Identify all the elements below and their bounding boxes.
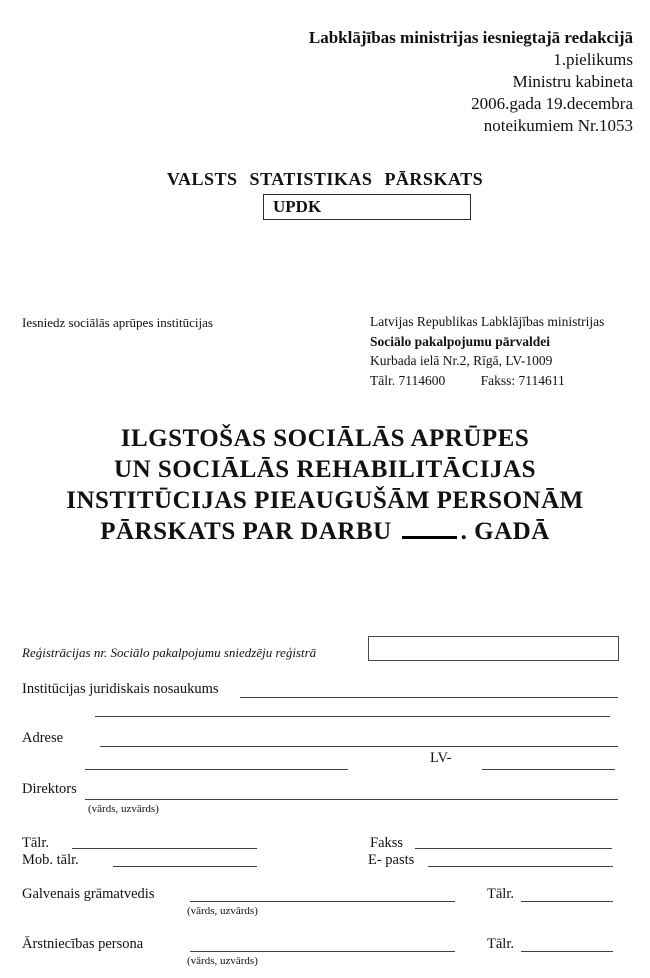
- main-title: [0, 423, 650, 547]
- report-heading-title: VALSTS STATISTIKAS PĀRSKATS: [166, 169, 484, 189]
- director-name-line[interactable]: [85, 799, 618, 800]
- ministry-contacts: [370, 371, 604, 391]
- ministry-phone: Tālr. 7114600: [370, 372, 446, 388]
- accountant-phone-line[interactable]: [521, 901, 613, 902]
- phone-label: Tālr.: [22, 835, 49, 851]
- main-title-line3: INSTITŪCIJAS PIEAUGUŠĀM PERSONĀM: [66, 487, 584, 514]
- main-title-line2: UN SOCIĀLĀS REHABILITĀCIJAS: [114, 456, 536, 483]
- ministry-fax: Fakss: 7114611: [480, 372, 565, 388]
- juridical-name-line-1[interactable]: [240, 697, 618, 698]
- ministry-street-address: Kurbada ielā Nr.2, Rīgā, LV-1009: [370, 353, 553, 368]
- medical-person-name-hint: (vārds, uzvārds): [187, 955, 258, 967]
- accountant-name-hint: (vārds, uzvārds): [187, 905, 258, 917]
- medical-person-phone-line[interactable]: [521, 951, 613, 952]
- registration-number-box[interactable]: [368, 636, 619, 661]
- email-label: E- pasts: [368, 852, 415, 868]
- mobile-phone-line[interactable]: [113, 866, 257, 867]
- medical-person-name-line[interactable]: [190, 951, 455, 952]
- header-annex: 1.pielikums: [553, 50, 633, 69]
- accountant-phone-label: Tālr.: [487, 886, 514, 902]
- header-edition-note: Labklājības ministrijas iesniegtajā redakcijā: [308, 28, 633, 47]
- address-line-1[interactable]: [100, 746, 618, 747]
- updk-code-box: [263, 194, 471, 220]
- medical-person-phone-label: Tālr.: [487, 936, 514, 952]
- main-title-line4-prefix: PĀRSKATS PAR DARBU: [100, 518, 392, 545]
- fax-line[interactable]: [415, 848, 612, 849]
- report-year-blank-field[interactable]: [402, 536, 457, 539]
- email-line[interactable]: [428, 866, 613, 867]
- juridical-name-line-2[interactable]: [95, 716, 610, 717]
- ministry-name: Latvijas Republikas Labklājības ministrijas: [370, 314, 605, 329]
- fax-label: Fakss: [370, 835, 404, 851]
- department-name: Sociālo pakalpojumu pārvaldei: [370, 333, 551, 349]
- address-label: Adrese: [22, 730, 64, 746]
- main-title-line1: ILGSTOŠAS SOCIĀLĀS APRŪPES: [120, 425, 530, 452]
- director-name-hint: (vārds, uzvārds): [88, 803, 159, 815]
- header-cabinet: Ministru kabineta: [512, 72, 633, 91]
- medical-person-label: Ārstniecības persona: [22, 936, 144, 952]
- mobile-phone-label: Mob. tālr.: [22, 852, 79, 868]
- postal-code-line[interactable]: [482, 769, 615, 770]
- director-label: Direktors: [22, 781, 77, 797]
- updk-code-label: UPDK: [273, 197, 322, 216]
- address-line-2[interactable]: [85, 769, 348, 770]
- submit-note: Iesniedz sociālās aprūpes institūcijas: [22, 315, 213, 330]
- postal-code-prefix-label: LV-: [430, 750, 452, 766]
- accountant-label: Galvenais grāmatvedis: [22, 886, 155, 902]
- registration-number-label: Reģistrācijas nr. Sociālo pakalpojumu sniedzēju reģistrā: [22, 645, 317, 660]
- header-regulation: noteikumiem Nr.1053: [483, 116, 633, 135]
- header-date: 2006.gada 19.decembra: [471, 94, 633, 113]
- header-right-block: [309, 27, 633, 137]
- accountant-name-line[interactable]: [190, 901, 455, 902]
- main-title-line4-suffix: . GADĀ: [460, 518, 550, 545]
- main-title-line4: [0, 516, 650, 547]
- ministry-address-block: [370, 312, 604, 390]
- phone-line[interactable]: [72, 848, 257, 849]
- juridical-name-label: Institūcijas juridiskais nosaukums: [22, 681, 219, 697]
